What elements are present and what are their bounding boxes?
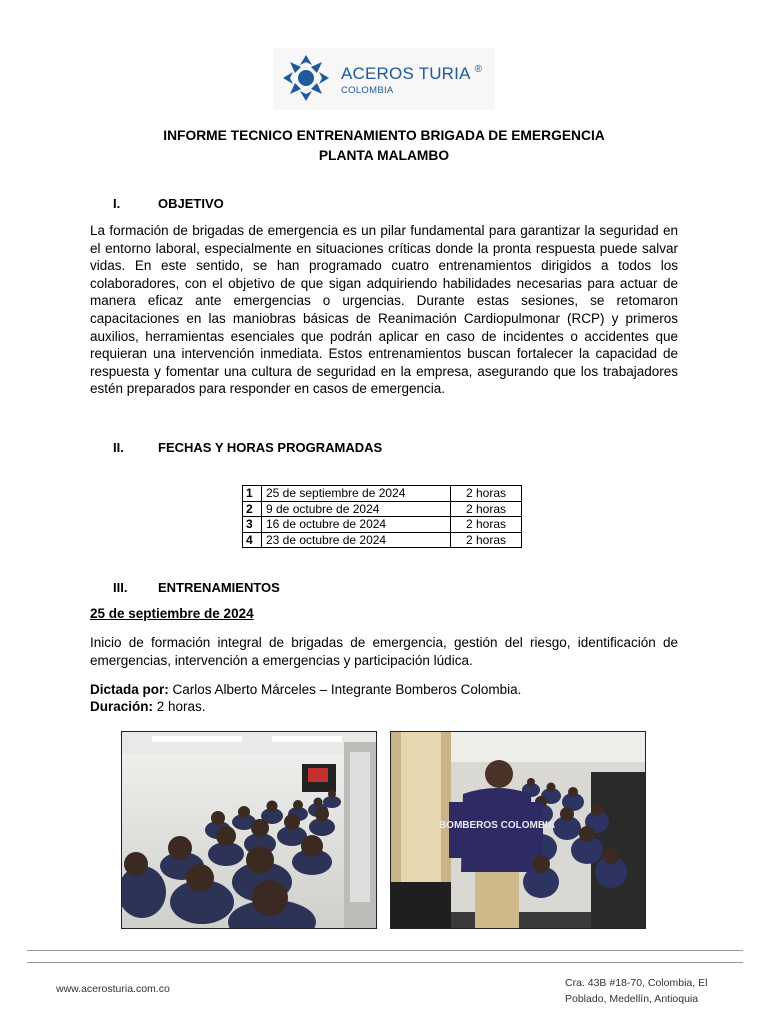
footer-address-line1: Cra. 43B #18-70, Colombia, El xyxy=(565,977,708,989)
training-description: Inicio de formación integral de brigadas de emergencia, gestión del riesgo, identificación de emergencias, intervención a emergencias y participación lúdica. xyxy=(90,635,678,668)
row-date: 9 de octubre de 2024 xyxy=(262,501,451,517)
row-number: 4 xyxy=(243,532,262,548)
dictated-by-line: Dictada por: Carlos Alberto Márceles – Integrante Bomberos Colombia. xyxy=(90,682,522,697)
logo-mark-icon xyxy=(281,53,331,103)
company-logo xyxy=(273,48,495,110)
instructor-shirt-text: BOMBEROS COLOMBIA xyxy=(438,820,556,831)
document-title: INFORME TECNICO ENTRENAMIENTO BRIGADA DE EMERGENCIA xyxy=(163,128,605,143)
footer-divider-bottom xyxy=(27,962,743,963)
training-photo-instructor xyxy=(390,731,646,929)
section-heading-objetivo: I. OBJETIVO xyxy=(113,196,224,211)
table-row xyxy=(243,517,522,533)
training-photo-classroom xyxy=(121,731,377,929)
logo-subtitle: COLOMBIA xyxy=(341,85,394,96)
duration-line: Duración: 2 horas. xyxy=(90,699,206,714)
training-date-heading: 25 de septiembre de 2024 xyxy=(90,606,254,621)
row-duration: 2 horas xyxy=(451,532,522,548)
row-date: 23 de octubre de 2024 xyxy=(262,532,451,548)
row-number: 2 xyxy=(243,501,262,517)
row-duration: 2 horas xyxy=(451,501,522,517)
table-row xyxy=(243,501,522,517)
row-date: 25 de septiembre de 2024 xyxy=(262,486,451,502)
section-heading-entrenamientos: III. ENTRENAMIENTOS xyxy=(113,580,280,595)
row-number: 1 xyxy=(243,486,262,502)
document-subtitle: PLANTA MALAMBO xyxy=(318,148,450,163)
footer-divider-top xyxy=(27,950,743,951)
table-row xyxy=(243,486,522,502)
footer-address xyxy=(565,975,725,1007)
table-row xyxy=(243,532,522,548)
logo-name: ACEROS TURIA ® xyxy=(341,64,483,83)
row-number: 3 xyxy=(243,517,262,533)
schedule-table xyxy=(242,485,522,548)
row-duration: 2 horas xyxy=(451,486,522,502)
section-heading-fechas: II. FECHAS Y HORAS PROGRAMADAS xyxy=(113,440,383,455)
row-date: 16 de octubre de 2024 xyxy=(262,517,451,533)
footer-website: www.acerosturia.com.co xyxy=(56,983,170,995)
row-duration: 2 horas xyxy=(451,517,522,533)
footer-address-line2: Poblado, Medellín, Antioquia xyxy=(565,993,699,1005)
objective-paragraph: La formación de brigadas de emergencia es un pilar fundamental para garantizar la seguridad en el entorno laboral, especialmente en situaciones críticas donde la pronta respuesta puede salvar vidas. En este sentido, se han programado cuatro entrenamientos dirigidos a todos los colaboradores, con el objetivo de que sigan adquiriendo habilidades necesarias para actuar de manera eficaz ante emergencias o urgencias. Durante estas sesiones, se retomaron capacitaciones en las maniobras básicas de Reanimación Cardiopulmonar (RCP) y primeros auxilios, herramientas esenciales que podrán aplicar en caso de incidentes o accidentes que requieran una intervención inmediata. Estos entrenamientos buscan fortalecer la capacidad de respuesta y fomentar una cultura de seguridad en la empresa, asegurando que los trabajadores estén preparados para responder en casos de emergencia. xyxy=(90,223,678,397)
